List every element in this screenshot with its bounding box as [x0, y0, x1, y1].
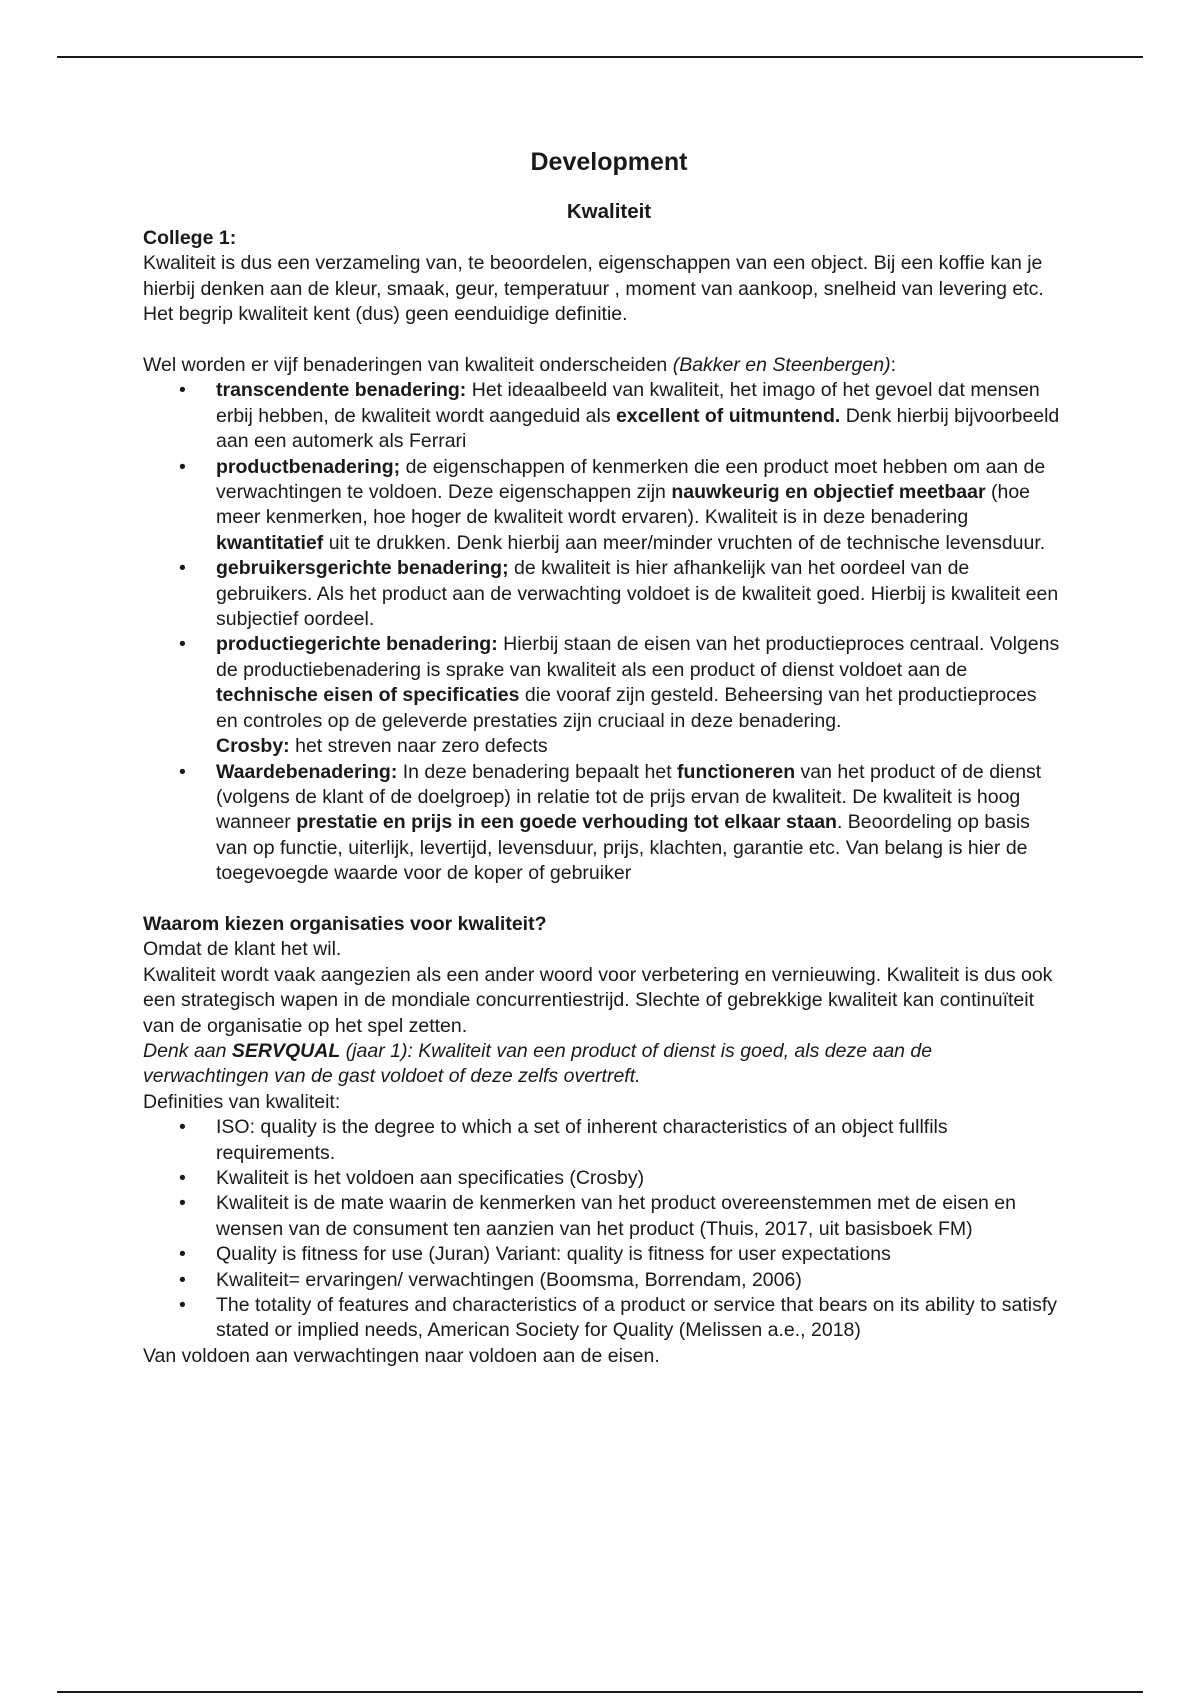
bold-term: transcendente benadering:	[216, 379, 467, 402]
closing-line: Van voldoen aan verwachtingen naar voldoen aan de eisen.	[143, 1344, 660, 1367]
body-text: . Beoordeling op basis van op functie, uiterlijk, levertijd, levensduur, prijs, klachten, garantie etc. Van belang is hier de toegevoegde waarde voor de koper of gebruiker	[216, 811, 1030, 885]
bullet-icon: •	[179, 760, 186, 783]
bold-term: Waardebenadering:	[216, 760, 398, 783]
bullet-icon: •	[179, 1167, 186, 1189]
college-label: College 1:	[143, 227, 237, 249]
bullet-icon: •	[179, 633, 186, 656]
bold-term: excellent of uitmuntend.	[616, 404, 841, 427]
bullet-icon: •	[179, 379, 186, 402]
bullet-icon: •	[179, 557, 186, 580]
footer-rule	[57, 1691, 1143, 1693]
list-item-definition: • The totality of features and characteristics of a product or service that bears on its ability to satisfy stated or implied needs, American Society for Quality (Melissen a.e., 2018)	[179, 1294, 1058, 1342]
body-text: van het product of de dienst (volgens de klant of de doelgroep) in relatie tot de prijs ervan de kwaliteit. De kwaliteit is hoog wanneer	[216, 760, 1042, 834]
bold-term: gebruikersgerichte benadering;	[216, 557, 509, 580]
servqual-note: Denk aan SERVQUAL (jaar 1): Kwaliteit van een product of dienst is goed, als deze aan de verwachtingen van de gast voldoet of deze zelfs overtreft.	[143, 1039, 933, 1088]
body-text: uit te drukken. Denk hierbij aan meer/minder vruchten of de technische levensduur.	[323, 531, 1046, 554]
why-answer: Omdat de klant het wil.	[143, 938, 342, 961]
definition-note: Het begrip kwaliteit kent (dus) geen eenduidige definitie.	[143, 303, 628, 326]
body-text: Het ideaalbeeld van kwaliteit, het imago of het gevoel dat mensen erbij hebben, de kwaliteit wordt aangeduid als	[216, 379, 1040, 427]
header-rule	[57, 56, 1143, 58]
section-title: Kwaliteit	[566, 200, 652, 223]
bold-term: productbenadering;	[216, 455, 401, 478]
body-text: Hierbij staan de eisen van het productieproces centraal. Volgens de productiebenadering is sprake van kwaliteit als een product of dienst voldoet aan de	[216, 633, 1060, 681]
body-text: die vooraf zijn gesteld. Beheersing van het productieproces en controles op de geleverde prestaties zijn cruciaal in deze benadering.	[216, 684, 1037, 732]
bullet-icon: •	[179, 1192, 186, 1215]
why-heading: Waarom kiezen organisaties voor kwaliteit?	[143, 912, 547, 935]
approaches-list	[143, 378, 1063, 734]
list-item-definition: • Kwaliteit is de mate waarin de kenmerken van het product overeenstemmen met de eisen en wensen van de consument ten aanzien van het product (Thuis, 2017, uit basisboek FM)	[179, 1192, 1016, 1240]
approaches-intro: Wel worden er vijf benaderingen van kwaliteit onderscheiden (Bakker en Steenbergen):	[143, 354, 897, 377]
list-item-user	[179, 556, 1063, 632]
bullet-icon: •	[179, 1294, 186, 1317]
bold-term: nauwkeurig en objectief meetbaar	[671, 481, 986, 504]
body-text: de kwaliteit is hier afhankelijk van het oordeel van de gebruikers. Als het product aan de verwachting voldoet is de kwaliteit goed. Hierbij is kwaliteit een subjectief oordeel.	[216, 557, 1059, 631]
body-text: (hoe meer kenmerken, hoe hoger de kwaliteit wordt ervaren). Kwaliteit is in deze benadering	[216, 481, 1031, 529]
value-approach-list	[143, 760, 1063, 887]
body-text: In deze benadering bepaalt het	[397, 760, 678, 783]
bold-term: technische eisen of specificaties	[216, 684, 520, 707]
body-text: de eigenschappen of kenmerken die een product moet hebben om aan de verwachtingen te voldoen. Deze eigenschappen zijn	[216, 455, 1046, 504]
document-title: Development	[530, 148, 688, 176]
intro-paragraph: Kwaliteit is dus een verzameling van, te beoordelen, eigenschappen van een object. Bij een koffie kan je hierbij denken aan de kleur, smaak, geur, temperatuur , moment van aankoop, snelheid van levering etc.	[143, 252, 1044, 300]
bold-term: kwantitatief	[216, 531, 324, 554]
list-item-transcendent	[179, 378, 1063, 454]
list-item-production	[179, 632, 1063, 734]
bullet-icon: •	[179, 1116, 186, 1139]
bold-term: productiegerichte benadering:	[216, 633, 498, 656]
spacer	[143, 328, 1063, 353]
list-item-definition: • ISO: quality is the degree to which a set of inherent characteristics of an object fullfils requirements.	[179, 1116, 948, 1164]
why-paragraph: Kwaliteit wordt vaak aangezien als een ander woord voor verbetering en vernieuwing. Kwaliteit is dus ook een strategisch wapen in de mondiale concurrentiestrijd. Slechte of gebrekkige kwaliteit kan continuïteit van de organisatie op het spel zetten.	[143, 963, 1053, 1037]
list-item-definition: • Quality is fitness for use (Juran) Variant: quality is fitness for user expectations	[179, 1242, 1063, 1267]
definitions-label: Definities van kwaliteit:	[143, 1090, 341, 1113]
bold-term: functioneren	[677, 760, 796, 783]
bullet-icon: •	[179, 1268, 186, 1291]
list-item-definition: • Kwaliteit= ervaringen/ verwachtingen (Boomsma, Borrendam, 2006)	[179, 1268, 1063, 1293]
crosby-note: Crosby: het streven naar zero defects	[216, 735, 548, 758]
bullet-icon: •	[179, 455, 186, 478]
definitions-list	[143, 1115, 1063, 1344]
list-item-product	[179, 455, 1063, 557]
bullet-icon: •	[179, 1243, 186, 1266]
list-item-value	[179, 760, 1063, 887]
body-text: Denk hierbij bijvoorbeeld aan een automerk als Ferrari	[216, 404, 1060, 453]
document-body	[143, 144, 1063, 1369]
bold-term: prestatie en prijs in een goede verhouding tot elkaar staan	[296, 811, 837, 834]
spacer	[143, 887, 1063, 912]
list-item-definition: • Kwaliteit is het voldoen aan specificaties (Crosby)	[179, 1166, 1063, 1191]
